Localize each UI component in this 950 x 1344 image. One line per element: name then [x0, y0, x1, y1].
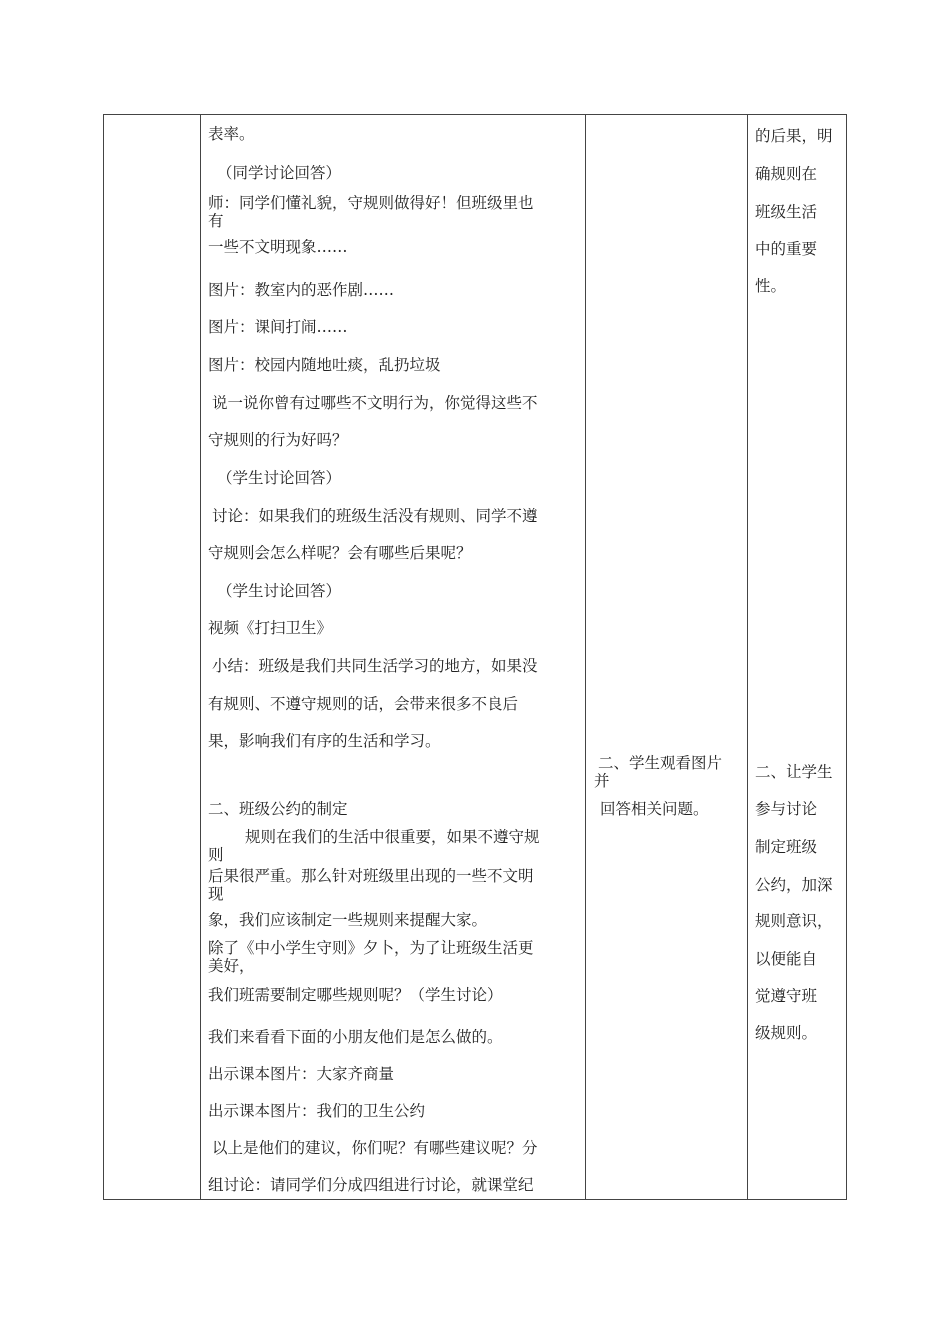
content-line: （学生讨论回答） — [217, 582, 342, 600]
purpose-line: 班级生活 — [755, 203, 818, 221]
content-line: 一些不文明现象…… — [208, 238, 348, 256]
content-line: 图片：校园内随地吐痰，乱扔垃圾 — [208, 356, 441, 374]
lesson-plan-table — [103, 114, 847, 1200]
section-heading: 二、班级公约的制定 — [208, 800, 348, 818]
purpose-line: 参与讨论 — [755, 800, 818, 818]
content-line: 我们班需要制定哪些规则呢？（学生讨论） — [208, 986, 503, 1004]
content-line: 师：同学们懂礼貌，守规则做得好！但班级里也 — [208, 194, 534, 212]
student-activity-column — [585, 115, 747, 1199]
content-line: 讨论：如果我们的班级生活没有规则、同学不遵 — [212, 507, 538, 525]
purpose-line: 规则意识， — [755, 912, 833, 930]
content-line: （同学讨论回答） — [217, 164, 342, 182]
purpose-line: 觉遵守班 — [755, 987, 818, 1005]
content-line: 果，影响我们有序的生活和学习。 — [208, 732, 441, 750]
content-line: 现 — [208, 885, 224, 903]
content-line: 以上是他们的建议，你们呢？有哪些建议呢？分 — [212, 1139, 538, 1157]
content-line: 象，我们应该制定一些规则来提醒大家。 — [208, 911, 488, 929]
content-line: （学生讨论回答） — [217, 469, 342, 487]
purpose-line: 级规则。 — [755, 1024, 818, 1042]
student-line: 并 — [594, 772, 610, 790]
content-line: 图片：教室内的恶作剧…… — [208, 281, 395, 299]
content-line: 除了《中小学生守则》夕卜，为了让班级生活更 — [208, 939, 534, 957]
purpose-line: 公约，加深 — [755, 876, 833, 894]
purpose-line: 以便能自 — [755, 950, 818, 968]
design-purpose-column — [747, 115, 846, 1199]
content-line: 表率。 — [208, 125, 255, 143]
content-line: 说一说你曾有过哪些不文明行为，你觉得这些不 — [212, 394, 538, 412]
purpose-line: 制定班级 — [755, 838, 818, 856]
content-line: 图片：课间打闹…… — [208, 318, 348, 336]
content-line: 我们来看看下面的小朋友他们是怎么做的。 — [208, 1028, 503, 1046]
content-line: 出示课本图片：我们的卫生公约 — [208, 1102, 426, 1120]
student-line: 回答相关问题。 — [600, 800, 709, 818]
teaching-content-column — [200, 115, 585, 1199]
student-line: 二、学生观看图片 — [598, 754, 723, 772]
content-line: 守规则的行为好吗？ — [208, 431, 348, 449]
purpose-line: 的后果，明 — [755, 127, 833, 145]
purpose-line: 性。 — [755, 277, 787, 295]
content-line: 有 — [208, 212, 224, 230]
content-line: 有规则、不遵守规则的话，会带来很多不良后 — [208, 695, 519, 713]
purpose-line: 中的重要 — [755, 240, 818, 258]
content-line: 则 — [208, 846, 224, 864]
content-line: 出示课本图片：大家齐商量 — [208, 1065, 395, 1083]
content-line: 规则在我们的生活中很重要，如果不遵守规 — [245, 828, 540, 846]
content-line: 视频《打扫卫生》 — [208, 619, 333, 637]
content-line: 组讨论：请同学们分成四组进行讨论，就课堂纪 — [208, 1176, 534, 1194]
purpose-line: 确规则在 — [755, 165, 818, 183]
purpose-line: 二、让学生 — [755, 763, 833, 781]
content-line: 小结：班级是我们共同生活学习的地方，如果没 — [212, 657, 538, 675]
content-line: 守规则会怎么样呢？会有哪些后果呢？ — [208, 544, 472, 562]
empty-first-column — [104, 115, 200, 1199]
content-line: 美好， — [208, 957, 255, 975]
content-line: 后果很严重。那么针对班级里出现的一些不文明 — [208, 867, 534, 885]
